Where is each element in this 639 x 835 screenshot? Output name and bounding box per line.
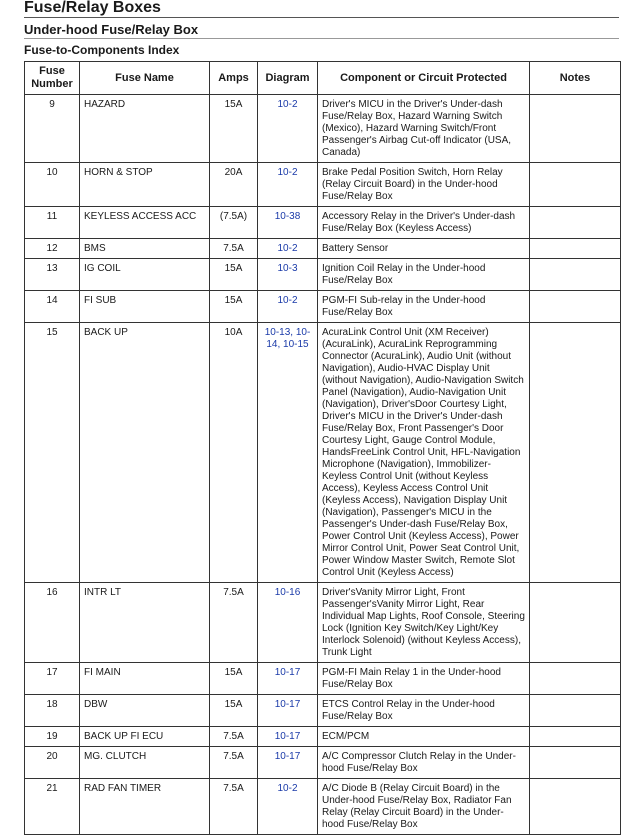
section-heading: Fuse-to-Components Index xyxy=(24,43,180,57)
amps-cell: 15A xyxy=(210,663,258,695)
table-row xyxy=(25,291,621,323)
fuse-name-cell: BACK UP xyxy=(80,323,210,583)
title-divider xyxy=(24,17,619,18)
notes-cell xyxy=(530,163,621,207)
fuse-number-cell: 9 xyxy=(25,95,80,163)
table-row xyxy=(25,239,621,259)
header-diagram: Diagram xyxy=(258,62,318,95)
fuse-name-cell: RAD FAN TIMER xyxy=(80,779,210,835)
notes-cell xyxy=(530,323,621,583)
amps-cell: 15A xyxy=(210,259,258,291)
diagram-link[interactable]: 10-2 xyxy=(258,163,318,207)
amps-cell: 20A xyxy=(210,163,258,207)
amps-cell: 7.5A xyxy=(210,727,258,747)
diagram-link[interactable]: 10-2 xyxy=(258,291,318,323)
fuse-number-cell: 18 xyxy=(25,695,80,727)
amps-cell: 7.5A xyxy=(210,583,258,663)
fuse-number-cell: 17 xyxy=(25,663,80,695)
notes-cell xyxy=(530,583,621,663)
table-row xyxy=(25,95,621,163)
table-row xyxy=(25,259,621,291)
table-row xyxy=(25,583,621,663)
header-fuse-number: Fuse Number xyxy=(25,62,80,95)
table-header-row xyxy=(25,62,621,95)
fuse-name-cell: BMS xyxy=(80,239,210,259)
diagram-link[interactable]: 10-17 xyxy=(258,747,318,779)
component-cell: A/C Compressor Clutch Relay in the Under-hood Fuse/Relay Box xyxy=(318,747,530,779)
notes-cell xyxy=(530,95,621,163)
component-cell: A/C Diode B (Relay Circuit Board) in the Under-hood Fuse/Relay Box, Radiator Fan Relay (Relay Circuit Board) in the Under-hood Fuse/Relay Box xyxy=(318,779,530,835)
fuse-name-cell: IG COIL xyxy=(80,259,210,291)
component-cell: PGM-FI Main Relay 1 in the Under-hood Fuse/Relay Box xyxy=(318,663,530,695)
component-cell: Driver's MICU in the Driver's Under-dash Fuse/Relay Box, Hazard Warning Switch (Mexico), Hazard Warning Switch/Front Passenger's Airbag Cut-off Indicator (USA, Canada) xyxy=(318,95,530,163)
component-cell: ECM/PCM xyxy=(318,727,530,747)
component-cell: AcuraLink Control Unit (XM Receiver) (AcuraLink), AcuraLink Reprogramming Connector (AcuraLink), Audio Unit (without Navigation), Audio-HVAC Display Unit (without Navigation), Audio-Navigation Switch Panel (Navigation), Audio-Navigation Unit (Navigation), Driver'sDoor Courtesy Light, Driver's MICU in the Driver's Under-dash Fuse/Relay Box, Front Passenger's Door Courtesy Light, Gauge Control Module, HandsFreeLink Control Unit, HFL-Navigation Microphone (Navigation), Immobilizer-Keyless Control Unit (without Keyless Access), Keyless Access Control Unit (Keyless Access), Navigation Display Unit (Navigation), Passenger's MICU in the Passenger's Under-dash Fuse/Relay Box, Power Control Unit (Keyless Access), Power Mirror Control Unit, Power Seat Control Unit, Power Window Master Switch, Remote Slot Control Unit (Keyless Access) xyxy=(318,323,530,583)
page-subtitle: Under-hood Fuse/Relay Box xyxy=(24,22,199,37)
diagram-link[interactable]: 10-17 xyxy=(258,663,318,695)
fuse-index-table xyxy=(24,61,621,835)
amps-cell: 15A xyxy=(210,291,258,323)
subtitle-divider xyxy=(24,38,619,39)
amps-cell: 10A xyxy=(210,323,258,583)
diagram-link[interactable]: 10-17 xyxy=(258,695,318,727)
table-row xyxy=(25,163,621,207)
page-title: Fuse/Relay Boxes xyxy=(24,0,161,16)
fuse-name-cell: BACK UP FI ECU xyxy=(80,727,210,747)
diagram-link[interactable]: 10-16 xyxy=(258,583,318,663)
fuse-number-cell: 16 xyxy=(25,583,80,663)
fuse-number-cell: 11 xyxy=(25,207,80,239)
fuse-name-cell: DBW xyxy=(80,695,210,727)
notes-cell xyxy=(530,747,621,779)
fuse-name-cell: HAZARD xyxy=(80,95,210,163)
fuse-number-cell: 20 xyxy=(25,747,80,779)
amps-cell: 7.5A xyxy=(210,239,258,259)
diagram-link[interactable]: 10-2 xyxy=(258,779,318,835)
notes-cell xyxy=(530,239,621,259)
header-component: Component or Circuit Protected xyxy=(318,62,530,95)
fuse-name-cell: FI MAIN xyxy=(80,663,210,695)
table-row xyxy=(25,207,621,239)
fuse-number-cell: 21 xyxy=(25,779,80,835)
amps-cell: (7.5A) xyxy=(210,207,258,239)
component-cell: PGM-FI Sub-relay in the Under-hood Fuse/Relay Box xyxy=(318,291,530,323)
fuse-number-cell: 12 xyxy=(25,239,80,259)
table-row xyxy=(25,663,621,695)
amps-cell: 15A xyxy=(210,695,258,727)
amps-cell: 7.5A xyxy=(210,779,258,835)
diagram-link[interactable]: 10-2 xyxy=(258,95,318,163)
amps-cell: 15A xyxy=(210,95,258,163)
table-row xyxy=(25,727,621,747)
component-cell: Ignition Coil Relay in the Under-hood Fuse/Relay Box xyxy=(318,259,530,291)
fuse-name-cell: MG. CLUTCH xyxy=(80,747,210,779)
header-notes: Notes xyxy=(530,62,621,95)
table-row xyxy=(25,323,621,583)
fuse-name-cell: KEYLESS ACCESS ACC xyxy=(80,207,210,239)
notes-cell xyxy=(530,207,621,239)
fuse-name-cell: FI SUB xyxy=(80,291,210,323)
amps-cell: 7.5A xyxy=(210,747,258,779)
component-cell: Battery Sensor xyxy=(318,239,530,259)
notes-cell xyxy=(530,259,621,291)
fuse-number-cell: 13 xyxy=(25,259,80,291)
notes-cell xyxy=(530,663,621,695)
diagram-link[interactable]: 10-13, 10-14, 10-15 xyxy=(258,323,318,583)
notes-cell xyxy=(530,779,621,835)
fuse-name-cell: HORN & STOP xyxy=(80,163,210,207)
component-cell: Accessory Relay in the Driver's Under-dash Fuse/Relay Box (Keyless Access) xyxy=(318,207,530,239)
fuse-name-cell: INTR LT xyxy=(80,583,210,663)
fuse-number-cell: 14 xyxy=(25,291,80,323)
diagram-link[interactable]: 10-17 xyxy=(258,727,318,747)
component-cell: ETCS Control Relay in the Under-hood Fuse/Relay Box xyxy=(318,695,530,727)
notes-cell xyxy=(530,695,621,727)
fuse-number-cell: 10 xyxy=(25,163,80,207)
header-fuse-name: Fuse Name xyxy=(80,62,210,95)
diagram-link[interactable]: 10-38 xyxy=(258,207,318,239)
table-row xyxy=(25,747,621,779)
header-amps: Amps xyxy=(210,62,258,95)
diagram-link[interactable]: 10-3 xyxy=(258,259,318,291)
component-cell: Brake Pedal Position Switch, Horn Relay (Relay Circuit Board) in the Under-hood Fuse/Relay Box xyxy=(318,163,530,207)
notes-cell xyxy=(530,727,621,747)
fuse-number-cell: 15 xyxy=(25,323,80,583)
table-row xyxy=(25,779,621,835)
component-cell: Driver'sVanity Mirror Light, Front Passenger'sVanity Mirror Light, Rear Individual Map Lights, Roof Console, Steering Lock (Ignition Key Switch/Key Light/Key Interlock Solenoid) (without Keyless Access), Trunk Light xyxy=(318,583,530,663)
table-row xyxy=(25,695,621,727)
notes-cell xyxy=(530,291,621,323)
fuse-number-cell: 19 xyxy=(25,727,80,747)
diagram-link[interactable]: 10-2 xyxy=(258,239,318,259)
